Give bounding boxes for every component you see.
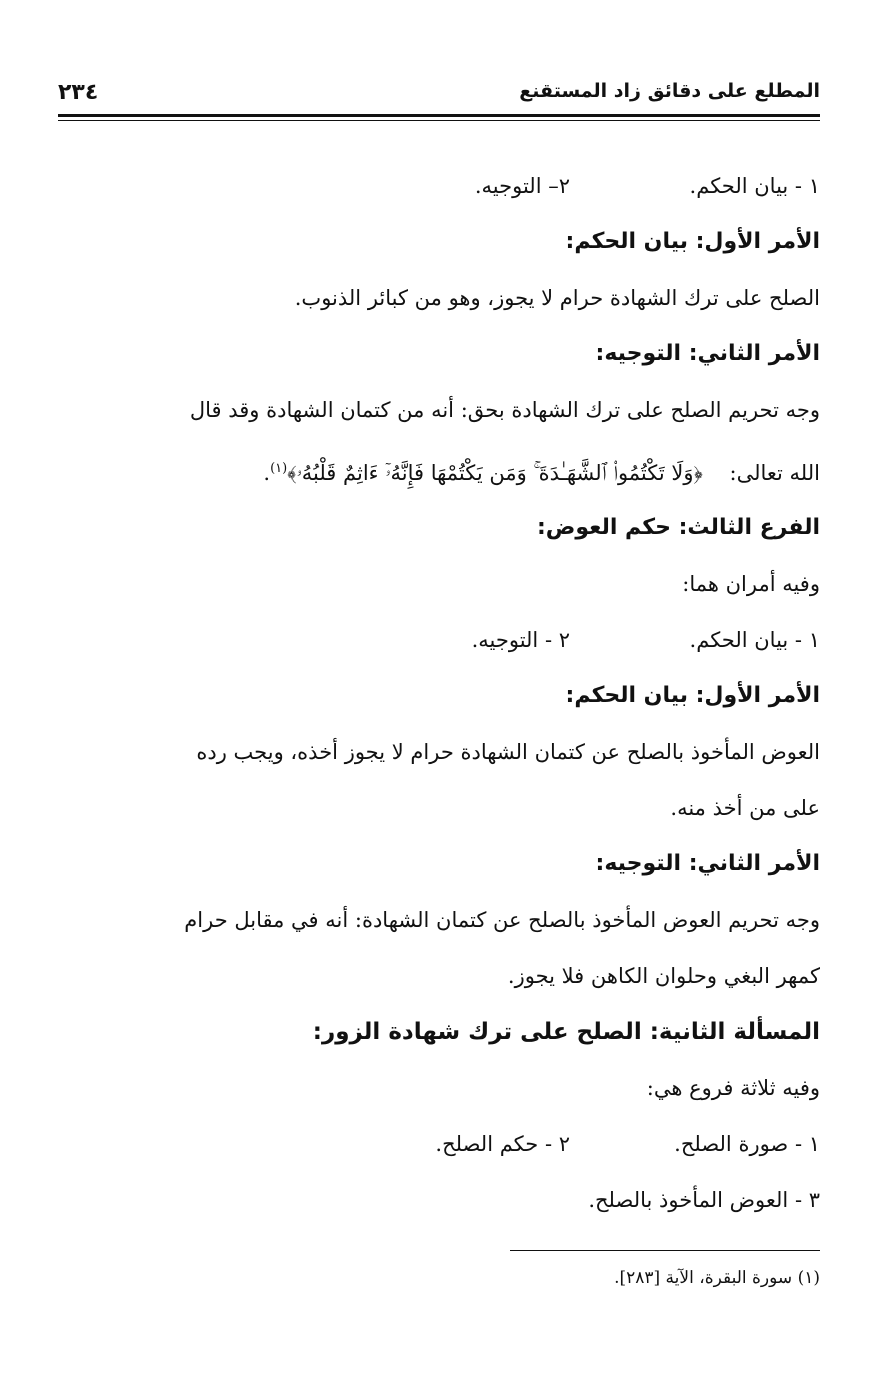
list-item: ٢ - حكم الصلح. xyxy=(435,1132,570,1156)
running-book-title: المطلع على دقائق زاد المستقنع xyxy=(519,80,820,102)
footnote: (١) سورة البقرة، الآية [٢٨٣]. xyxy=(614,1268,820,1288)
list-item: ١ - بيان الحكم. xyxy=(689,174,820,198)
header-rule-thin xyxy=(58,120,820,121)
book-page xyxy=(58,78,820,1318)
section-heading: الفرع الثالث: حكم العوض: xyxy=(536,515,820,540)
section-heading: الأمر الثاني: التوجيه: xyxy=(595,851,820,876)
list-row xyxy=(60,612,820,668)
list-row xyxy=(60,158,820,214)
page-number: ٢٣٤ xyxy=(58,80,99,105)
header-rule-thick xyxy=(58,114,820,117)
section-heading: الأمر الأول: بيان الحكم: xyxy=(565,683,820,708)
list-item: ٢– التوجيه. xyxy=(474,174,570,198)
list-item: ١ - صورة الصلح. xyxy=(674,1132,820,1156)
list-item: ٢ - التوجيه. xyxy=(471,628,570,652)
page-body xyxy=(60,158,820,1228)
list-row xyxy=(60,1116,820,1172)
paragraph-line: الصلح على ترك الشهادة حرام لا يجوز، وهو من كبائر الذنوب. xyxy=(294,286,820,310)
quote-prefix: الله تعالى: xyxy=(729,461,820,485)
list-item: ٣ - العوض المأخوذ بالصلح. xyxy=(588,1188,820,1212)
section-heading: الأمر الثاني: التوجيه: xyxy=(595,341,820,366)
paragraph-line: العوض المأخوذ بالصلح عن كتمان الشهادة حرام لا يجوز أخذه، ويجب رده xyxy=(196,740,820,764)
sentence-end: . xyxy=(263,461,271,485)
paragraph-line: على من أخذ منه. xyxy=(670,796,820,820)
footnote-separator xyxy=(510,1250,820,1251)
quran-quote-line xyxy=(60,438,820,500)
section-heading: الأمر الأول: بيان الحكم: xyxy=(565,229,820,254)
paragraph-line: وجه تحريم العوض المأخوذ بالصلح عن كتمان الشهادة: أنه في مقابل حرام xyxy=(184,908,820,932)
page-header xyxy=(58,78,820,116)
paragraph-line: وجه تحريم الصلح على ترك الشهادة بحق: أنه من كتمان الشهادة وقد قال xyxy=(189,398,820,422)
paragraph-line: كمهر البغي وحلوان الكاهن فلا يجوز. xyxy=(507,964,820,988)
footnote-marker: (١) xyxy=(270,461,288,476)
paragraph-line: وفيه أمران هما: xyxy=(682,572,820,596)
quran-verse: ﴿وَلَا تَكْتُمُوا۟ ٱلشَّهَـٰدَةَ ۚ وَمَن يَكْتُمْهَا فَإِنَّهُۥٓ ءَاثِمٌ قَلْبُهُۥ﴾ xyxy=(287,461,703,485)
section-heading: المسألة الثانية: الصلح على ترك شهادة الزور: xyxy=(312,1019,820,1045)
paragraph-line: وفيه ثلاثة فروع هي: xyxy=(646,1076,820,1100)
list-item: ١ - بيان الحكم. xyxy=(689,628,820,652)
